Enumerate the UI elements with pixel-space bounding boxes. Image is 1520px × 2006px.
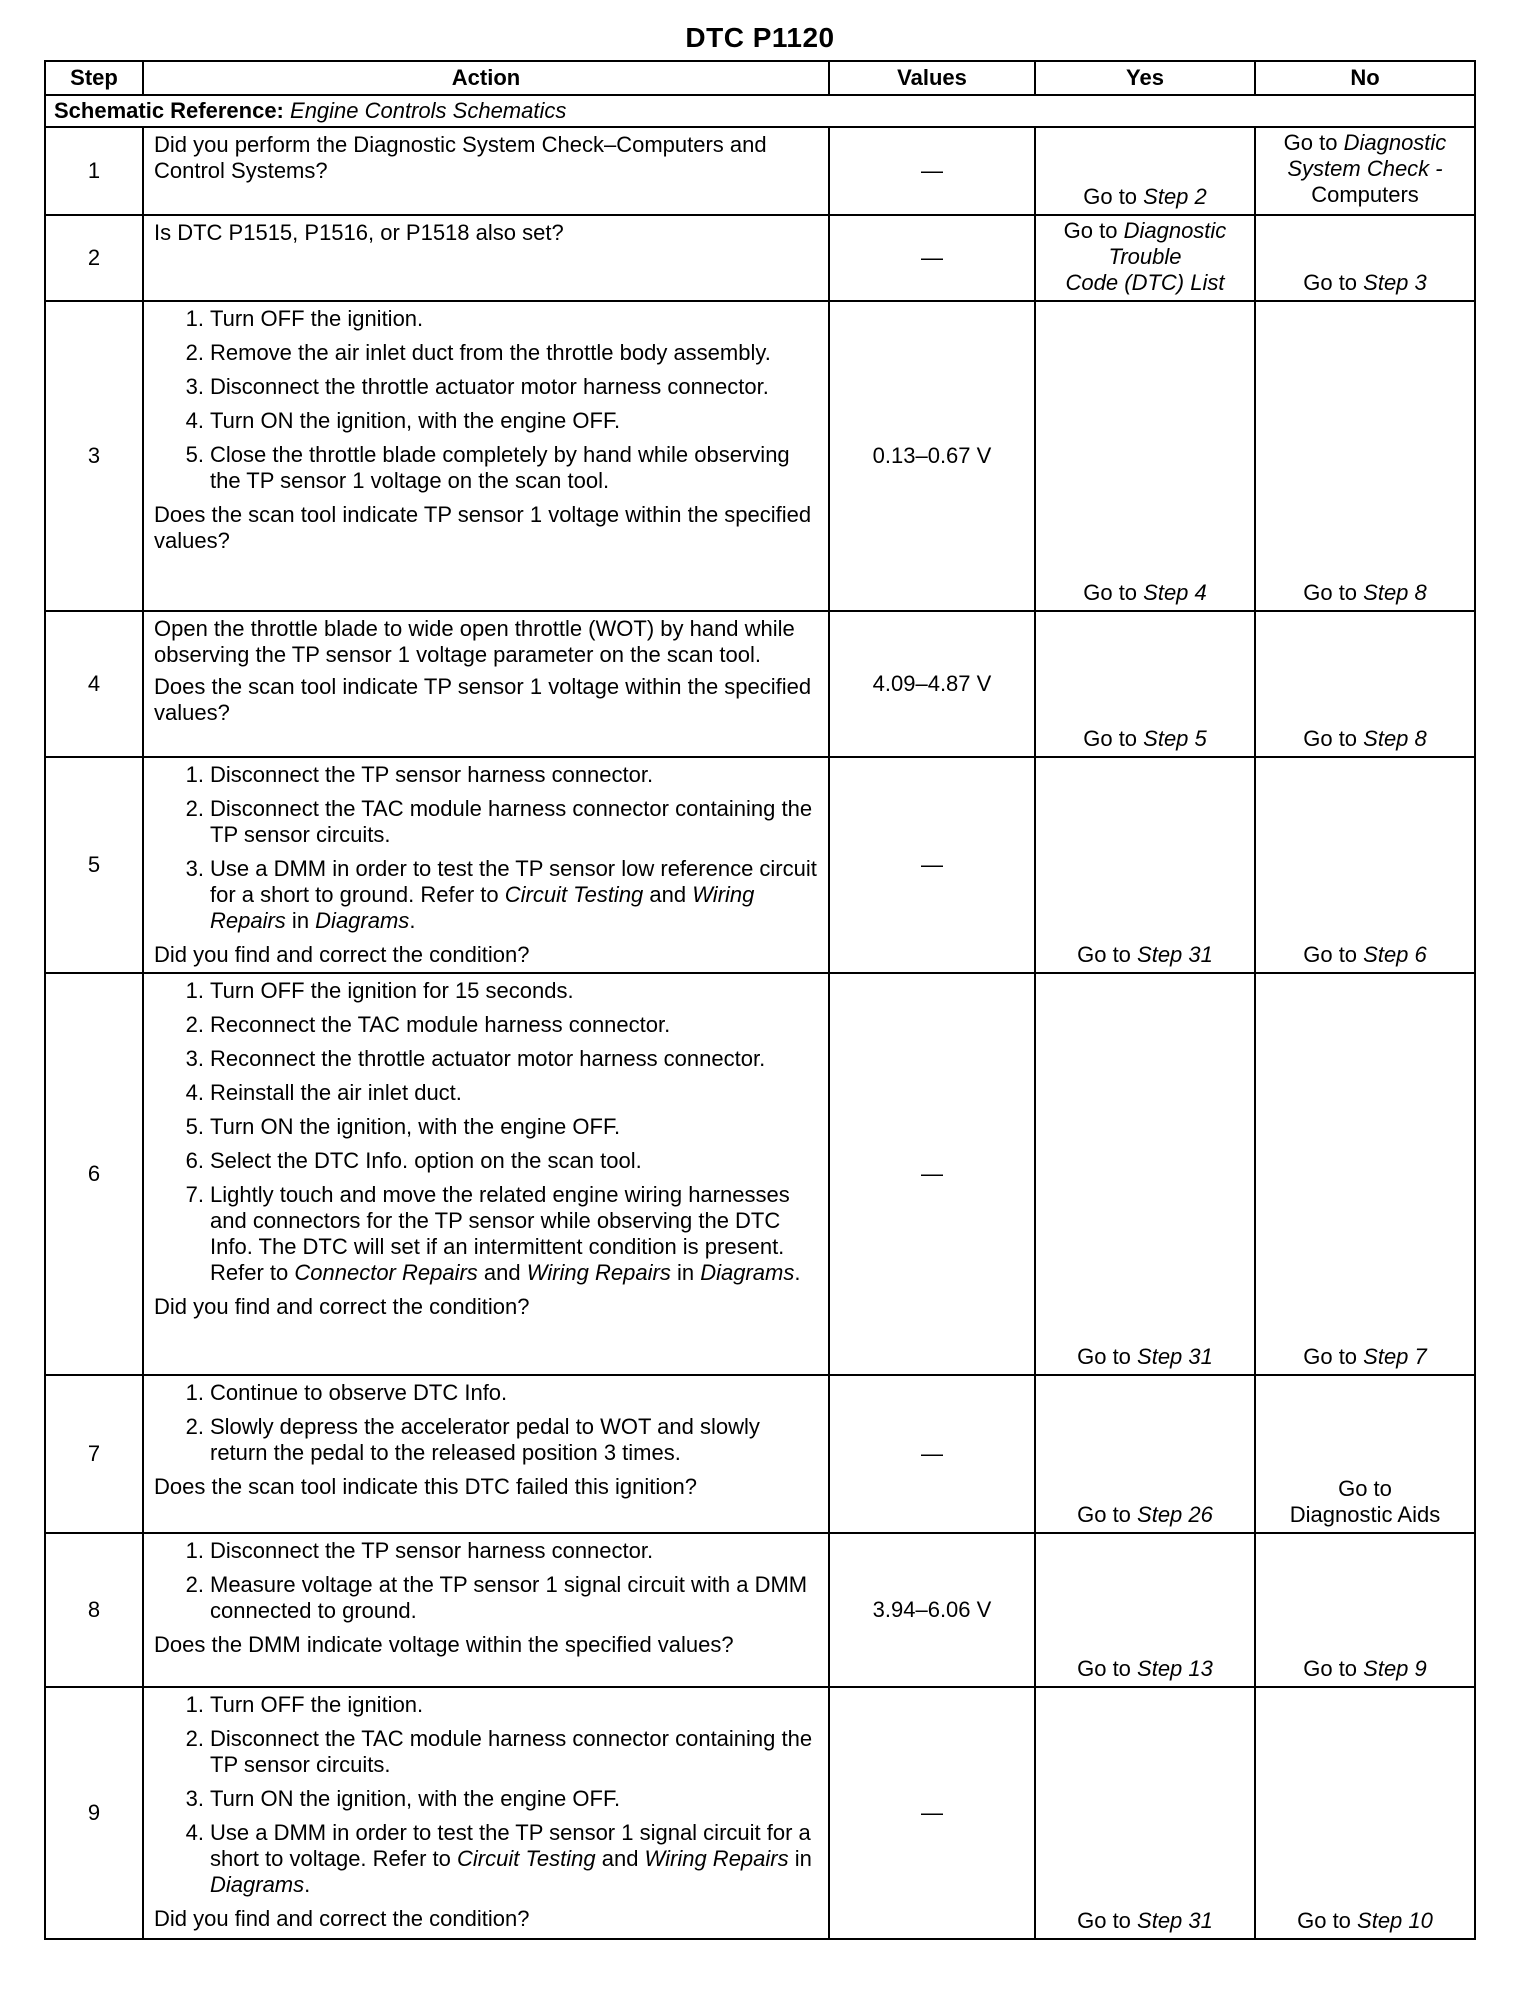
list-item (154, 1114, 820, 1140)
action-cell (143, 1375, 829, 1533)
list-item-number: 3. (185, 1786, 204, 1811)
no-cell: Go to Step 8 (1255, 301, 1475, 611)
list-item-number: 1. (185, 978, 204, 1003)
action-steps-list (154, 1692, 820, 1898)
no-line: Go to (1338, 1476, 1392, 1501)
no-step-link[interactable]: Step 7 (1363, 1344, 1427, 1369)
cross-reference-link[interactable]: Wiring Repairs (210, 882, 755, 933)
step-number: 2 (45, 215, 143, 301)
list-item-number: 6. (185, 1148, 204, 1173)
no-link[interactable]: Diagnostic (1343, 130, 1447, 155)
action-cell (143, 215, 829, 301)
value-cell: — (829, 973, 1035, 1375)
no-cell: Go to Step 9 (1255, 1533, 1475, 1687)
list-item (154, 1820, 820, 1898)
action-cell (143, 1687, 829, 1939)
value-cell: — (829, 1375, 1035, 1533)
action-cell (143, 611, 829, 757)
action-cell (143, 301, 829, 611)
list-item (154, 442, 820, 494)
list-item-text: Slowly depress the accelerator pedal to WOT and slowly return the pedal to the released position 3 times. (210, 1414, 760, 1465)
yes-step-link[interactable]: Step 31 (1137, 942, 1213, 967)
yes-cell: Go to Step 26 (1035, 1375, 1255, 1533)
yes-cell: Go to Step 13 (1035, 1533, 1255, 1687)
list-item-text: Remove the air inlet duct from the throttle body assembly. (210, 340, 771, 365)
no-line: Diagnostic Aids (1289, 1502, 1441, 1527)
list-item (154, 856, 820, 934)
list-item (154, 1080, 820, 1106)
list-item-number: 1. (185, 1380, 204, 1405)
no-cell: Go to Step 3 (1255, 215, 1475, 301)
yes-cell: Go to Step 4 (1035, 301, 1255, 611)
step-number: 8 (45, 1533, 143, 1687)
list-item-number: 2. (185, 1012, 204, 1037)
yes-step-link[interactable]: Step 2 (1143, 184, 1207, 209)
action-cell (143, 1533, 829, 1687)
action-steps-list (154, 1380, 820, 1466)
cross-reference-link[interactable]: Connector Repairs (294, 1260, 478, 1285)
value-cell: 0.13–0.67 V (829, 301, 1035, 611)
yes-step-link[interactable]: Step 31 (1137, 1344, 1213, 1369)
header-no: No (1255, 61, 1475, 95)
no-cell: Go to Step 7 (1255, 973, 1475, 1375)
list-item-number: 4. (185, 408, 204, 433)
action-intro: Open the throttle blade to wide open throttle (WOT) by hand while observing the TP sensor 1 voltage parameter on the scan tool. (154, 616, 795, 667)
yes-cell: Go to Step 31 (1035, 757, 1255, 973)
list-item-number: 2. (185, 1414, 204, 1439)
action-question: Does the scan tool indicate TP sensor 1 voltage within the specified values? (154, 674, 812, 725)
schematic-reference-label: Schematic Reference: (54, 98, 284, 123)
list-item (154, 796, 820, 848)
list-item (154, 1692, 820, 1718)
list-item-text: Measure voltage at the TP sensor 1 signal circuit with a DMM connected to ground. (210, 1572, 808, 1623)
step-number: 4 (45, 611, 143, 757)
cross-reference-link[interactable]: Wiring Repairs (644, 1846, 789, 1871)
table-row (45, 1533, 1475, 1687)
list-item-text: Lightly touch and move the related engine wiring harnesses and connectors for the TP sensor while observing the DTC Info. The DTC will set if an intermittent condition is present. Refer to Connector Repairs and Wiring Repairs in Diagrams. (210, 1182, 801, 1285)
value-cell: 4.09–4.87 V (829, 611, 1035, 757)
list-item (154, 1538, 820, 1564)
list-item (154, 1380, 820, 1406)
no-step-link[interactable]: Step 10 (1357, 1908, 1433, 1933)
value-cell: — (829, 215, 1035, 301)
yes-line: Go to Diagnostic (1063, 218, 1227, 243)
yes-link[interactable]: Diagnostic (1123, 218, 1227, 243)
list-item-text: Turn OFF the ignition for 15 seconds. (210, 978, 574, 1003)
list-item (154, 1786, 820, 1812)
list-item-number: 5. (185, 442, 204, 467)
yes-step-link[interactable]: Step 4 (1143, 580, 1207, 605)
list-item (154, 1046, 820, 1072)
cross-reference-link[interactable]: Diagrams (700, 1260, 795, 1285)
list-item-text: Turn ON the ignition, with the engine OFF. (210, 1786, 621, 1811)
list-item (154, 340, 820, 366)
yes-cell (1035, 215, 1255, 301)
action-question: Did you find and correct the condition? (154, 942, 530, 967)
yes-cell: Go to Step 31 (1035, 1687, 1255, 1939)
no-cell: Go to Step 6 (1255, 757, 1475, 973)
schematic-reference-row (45, 95, 1475, 127)
action-question: Does the scan tool indicate this DTC failed this ignition? (154, 1474, 697, 1499)
list-item-text: Disconnect the TAC module harness connector containing the TP sensor circuits. (210, 1726, 813, 1777)
value-cell: 3.94–6.06 V (829, 1533, 1035, 1687)
table-row (45, 127, 1475, 215)
yes-cell: Go to Step 5 (1035, 611, 1255, 757)
action-cell (143, 127, 829, 215)
list-item (154, 762, 820, 788)
list-item-number: 4. (185, 1820, 204, 1845)
action-cell (143, 757, 829, 973)
table-row (45, 1375, 1475, 1533)
list-item-text: Select the DTC Info. option on the scan tool. (210, 1148, 642, 1173)
list-item-text: Turn OFF the ignition. (210, 306, 424, 331)
list-item-text: Disconnect the TP sensor harness connector. (210, 762, 654, 787)
step-number: 1 (45, 127, 143, 215)
list-item (154, 408, 820, 434)
no-cell (1255, 1375, 1475, 1533)
list-item-text: Disconnect the throttle actuator motor harness connector. (210, 374, 769, 399)
list-item-number: 3. (185, 1046, 204, 1071)
action-steps-list (154, 978, 820, 1286)
action-intro: Did you perform the Diagnostic System Check–Computers and Control Systems? (154, 132, 767, 183)
no-step-link[interactable]: Step 3 (1363, 270, 1427, 295)
list-item-text: Continue to observe DTC Info. (210, 1380, 508, 1405)
yes-line: Trouble (1108, 244, 1182, 269)
list-item-number: 2. (185, 796, 204, 821)
header-step: Step (45, 61, 143, 95)
list-item (154, 1726, 820, 1778)
schematic-reference-link[interactable]: Engine Controls Schematics (290, 98, 567, 123)
list-item-number: 2. (185, 340, 204, 365)
list-item-text: Reinstall the air inlet duct. (210, 1080, 462, 1105)
list-item-text: Close the throttle blade completely by hand while observing the TP sensor 1 voltage on the scan tool. (210, 442, 790, 493)
table-row (45, 301, 1475, 611)
yes-step-link[interactable]: Step 13 (1137, 1656, 1213, 1681)
list-item (154, 1148, 820, 1174)
no-step-link[interactable]: Step 8 (1363, 580, 1427, 605)
action-question: Did you find and correct the condition? (154, 1906, 530, 1931)
list-item-text: Use a DMM in order to test the TP sensor low reference circuit for a short to ground. Refer to Circuit Testing and Wiring Repairs in Diagrams. (210, 856, 817, 933)
table-header-row (45, 61, 1475, 95)
list-item-number: 1. (185, 1692, 204, 1717)
yes-line: Code (DTC) List (1065, 270, 1225, 295)
page-title: DTC P1120 (685, 22, 835, 53)
no-step-link[interactable]: Step 9 (1363, 1656, 1427, 1681)
action-question: Did you find and correct the condition? (154, 1294, 530, 1319)
value-cell: — (829, 757, 1035, 973)
table-row (45, 973, 1475, 1375)
header-values: Values (829, 61, 1035, 95)
cross-reference-link[interactable]: Diagrams (210, 1872, 305, 1897)
list-item-number: 2. (185, 1726, 204, 1751)
list-item-text: Use a DMM in order to test the TP sensor 1 signal circuit for a short to voltage. Refer to Circuit Testing and Wiring Repairs in Diagrams. (210, 1820, 812, 1897)
value-cell: — (829, 1687, 1035, 1939)
action-intro: Is DTC P1515, P1516, or P1518 also set? (154, 220, 564, 245)
no-step-link[interactable]: Step 8 (1363, 726, 1427, 751)
list-item-number: 5. (185, 1114, 204, 1139)
list-item (154, 306, 820, 332)
action-cell (143, 973, 829, 1375)
yes-cell: Go to Step 31 (1035, 973, 1255, 1375)
cross-reference-link[interactable]: Wiring Repairs (526, 1260, 671, 1285)
header-yes: Yes (1035, 61, 1255, 95)
list-item-number: 7. (185, 1182, 204, 1207)
value-cell: — (829, 127, 1035, 215)
list-item-number: 4. (185, 1080, 204, 1105)
list-item-number: 3. (185, 374, 204, 399)
table-row (45, 611, 1475, 757)
yes-step-link[interactable]: Step 5 (1143, 726, 1207, 751)
list-item-number: 1. (185, 1538, 204, 1563)
action-steps-list (154, 1538, 820, 1624)
list-item (154, 978, 820, 1004)
list-item-text: Turn ON the ignition, with the engine OFF. (210, 1114, 621, 1139)
action-steps-list (154, 762, 820, 934)
list-item-text: Disconnect the TAC module harness connector containing the TP sensor circuits. (210, 796, 813, 847)
list-item (154, 1572, 820, 1624)
yes-step-link[interactable]: Step 26 (1137, 1502, 1213, 1527)
list-item-number: 3. (185, 856, 204, 881)
step-number: 7 (45, 1375, 143, 1533)
action-question: Does the scan tool indicate TP sensor 1 voltage within the specified values? (154, 502, 812, 553)
no-cell: Go to Step 10 (1255, 1687, 1475, 1939)
yes-cell: Go to Step 2 (1035, 127, 1255, 215)
step-number: 5 (45, 757, 143, 973)
list-item-number: 1. (185, 306, 204, 331)
no-line: Computers (1311, 182, 1419, 207)
no-line: System Check - (1287, 156, 1443, 181)
list-item-text: Turn ON the ignition, with the engine OFF. (210, 408, 621, 433)
cross-reference-link[interactable]: Circuit Testing (504, 882, 644, 907)
step-number: 3 (45, 301, 143, 611)
list-item (154, 1182, 820, 1286)
step-number: 6 (45, 973, 143, 1375)
no-cell: Go to Step 8 (1255, 611, 1475, 757)
header-action: Action (143, 61, 829, 95)
list-item-text: Disconnect the TP sensor harness connector. (210, 1538, 654, 1563)
table-row (45, 215, 1475, 301)
list-item-number: 1. (185, 762, 204, 787)
action-question: Does the DMM indicate voltage within the specified values? (154, 1632, 734, 1657)
list-item-number: 2. (185, 1572, 204, 1597)
list-item (154, 374, 820, 400)
no-line: Go to Diagnostic (1283, 130, 1447, 155)
cross-reference-link[interactable]: Diagrams (315, 908, 410, 933)
list-item-text: Reconnect the throttle actuator motor harness connector. (210, 1046, 766, 1071)
action-steps-list (154, 306, 820, 494)
list-item-text: Reconnect the TAC module harness connector. (210, 1012, 671, 1037)
diagnostic-table (44, 60, 1476, 1940)
no-step-link[interactable]: Step 6 (1363, 942, 1427, 967)
list-item (154, 1414, 820, 1466)
step-number: 9 (45, 1687, 143, 1939)
table-row (45, 1687, 1475, 1939)
no-cell (1255, 127, 1475, 215)
cross-reference-link[interactable]: Circuit Testing (457, 1846, 596, 1871)
table-row (45, 757, 1475, 973)
list-item-text: Turn OFF the ignition. (210, 1692, 424, 1717)
yes-step-link[interactable]: Step 31 (1137, 1908, 1213, 1933)
list-item (154, 1012, 820, 1038)
